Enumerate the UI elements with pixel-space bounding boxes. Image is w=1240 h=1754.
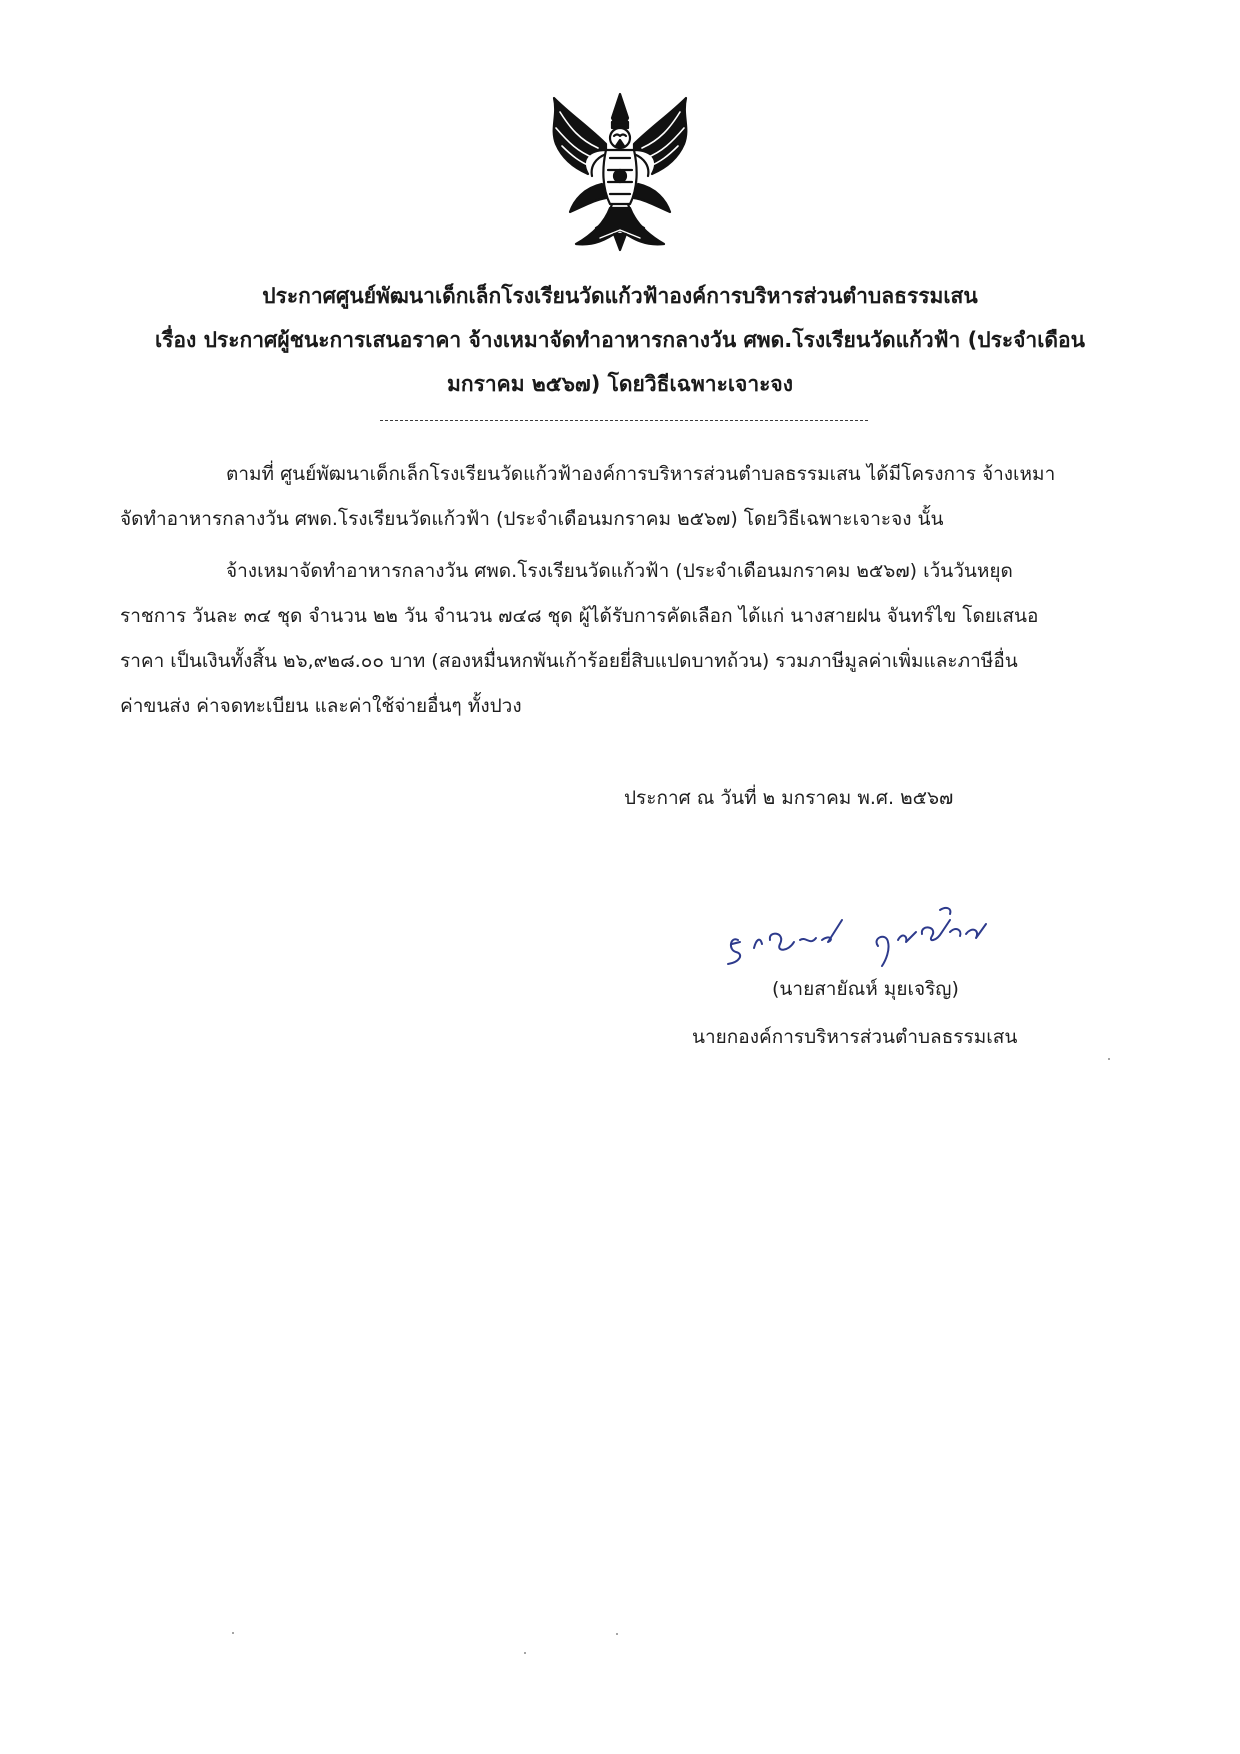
paragraph-2-line-4: ค่าขนส่ง ค่าจดทะเบียน และค่าใช้จ่ายอื่นๆ ทั้งปวง xyxy=(120,695,522,717)
scan-speck xyxy=(232,1632,234,1634)
announcement-subject-continued: มกราคม ๒๕๖๗) โดยวิธีเฉพาะเจาะจง xyxy=(447,372,793,396)
signer-name: (นายสายัณห์ มุยเจริญ) xyxy=(772,978,959,1000)
announcement-subject: เรื่อง ประกาศผู้ชนะการเสนอราคา จ้างเหมาจัดทำอาหารกลางวัน ศพด.โรงเรียนวัดแก้วฟ้า (ประจำเดือน xyxy=(154,328,1086,352)
paragraph-1-line-1: ตามที่ ศูนย์พัฒนาเด็กเล็กโรงเรียนวัดแก้วฟ้าองค์การบริหารส่วนตำบลธรรมเสน ได้มีโครงการ จ้างเหมา xyxy=(226,463,1056,485)
paragraph-1-line-2: จัดทำอาหารกลางวัน ศพด.โรงเรียนวัดแก้วฟ้า (ประจำเดือนมกราคม ๒๕๖๗) โดยวิธีเฉพาะเจาะจง นั้น xyxy=(120,508,944,530)
title-separator xyxy=(380,420,868,421)
scan-speck xyxy=(1108,1058,1110,1060)
garuda-emblem-icon xyxy=(540,88,700,256)
signer-position: นายกองค์การบริหารส่วนตำบลธรรมเสน xyxy=(692,1026,1018,1048)
announcement-title: ประกาศศูนย์พัฒนาเด็กเล็กโรงเรียนวัดแก้วฟ้าองค์การบริหารส่วนตำบลธรรมเสน xyxy=(262,284,978,308)
scan-speck xyxy=(524,1652,526,1654)
handwritten-signature xyxy=(710,880,1040,980)
paragraph-2-line-3: ราคา เป็นเงินทั้งสิ้น ๒๖,๙๒๘.๐๐ บาท (สองหมื่นหกพันเก้าร้อยยี่สิบแปดบาทถ้วน) รวมภาษีมูลค่าเพิ่มและภาษีอื่น xyxy=(120,650,1018,672)
paragraph-2-line-2: ราชการ วันละ ๓๔ ชุด จำนวน ๒๒ วัน จำนวน ๗๔๘ ชุด ผู้ได้รับการคัดเลือก ได้แก่ นางสายฝน จันทร์ไข โดยเสนอ xyxy=(120,605,1039,627)
paragraph-2-line-1: จ้างเหมาจัดทำอาหารกลางวัน ศพด.โรงเรียนวัดแก้วฟ้า (ประจำเดือนมกราคม ๒๕๖๗) เว้นวันหยุด xyxy=(226,560,1013,582)
scan-speck xyxy=(616,1633,618,1635)
announcement-date: ประกาศ ณ วันที่ ๒ มกราคม พ.ศ. ๒๕๖๗ xyxy=(624,787,954,809)
